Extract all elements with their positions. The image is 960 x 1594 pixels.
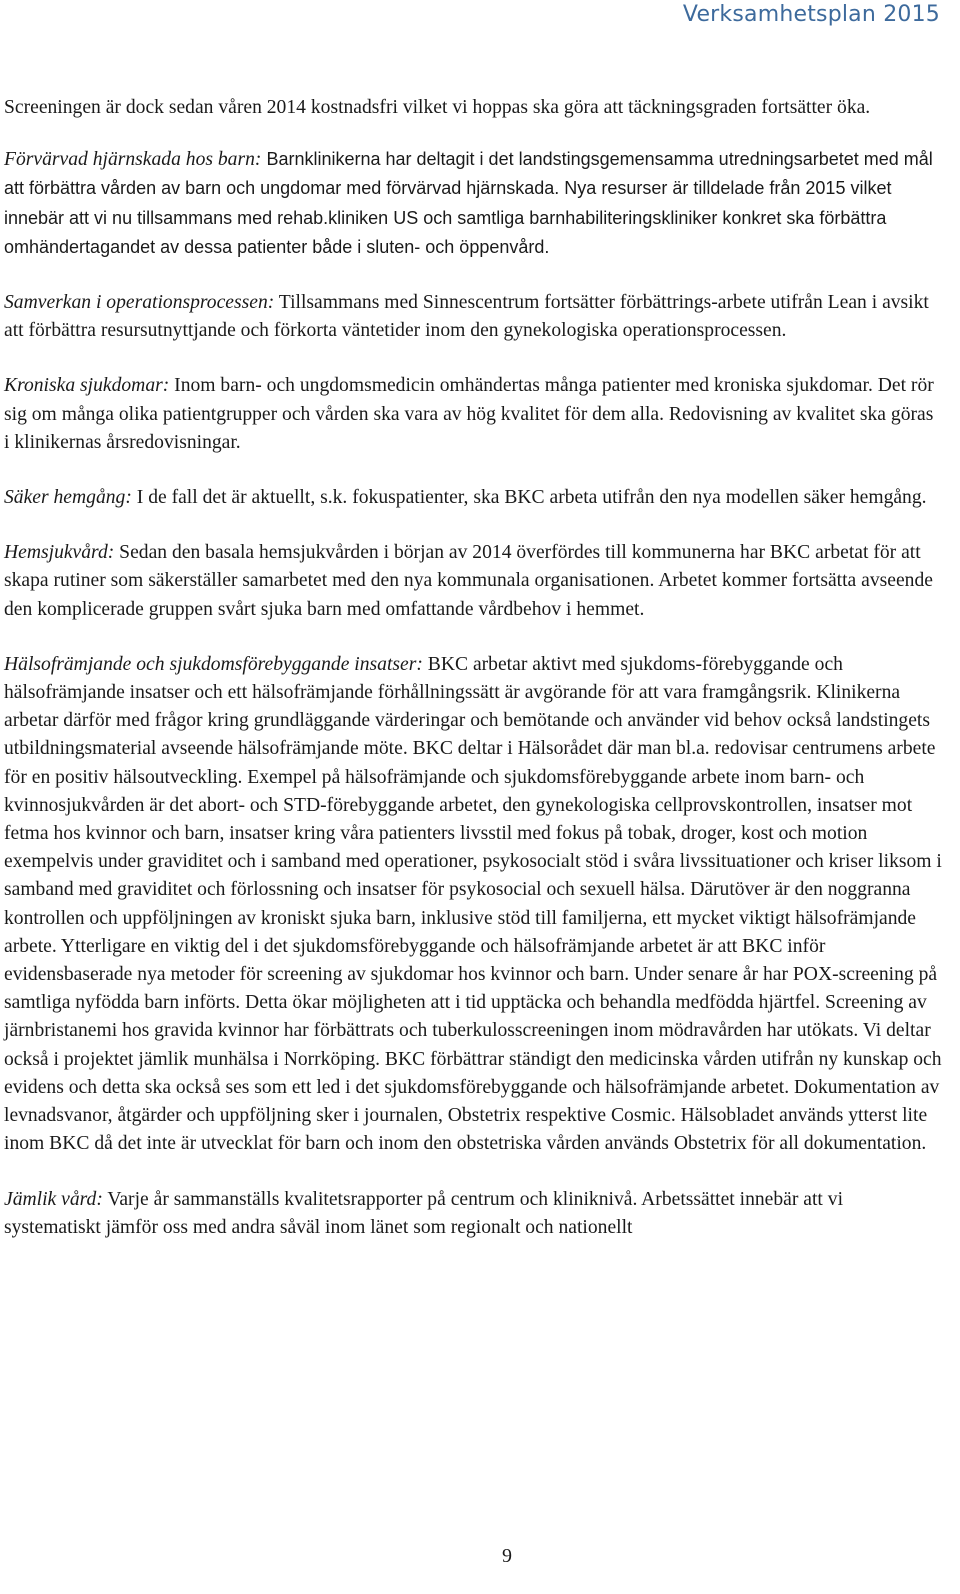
paragraph-lead: Hemsjukvård: — [4, 542, 115, 564]
paragraph-text: Inom barn- och ungdomsmedicin omhändertas många patienter med kroniska sjukdomar. Det rör sig om många olika patientgrupper och vården ska vara av hög kvalitet för dem alla. Redovisning av kvalitet ska göras i klinikernas årsredovisningar. — [4, 375, 934, 453]
paragraph-text: Sedan den basala hemsjukvården i början av 2014 överfördes till kommunerna har BKC arbetat för att skapa rutiner som säkerställer samarbetet med den nya kommunala organisationen. Arbetet kommer fortsätta avseende den komplicerade gruppen svårt sjuka barn med omfattande vårdbehov i hemmet. — [4, 542, 933, 620]
paragraph-text: Tillsammans med Sinnescentrum fortsätter förbättrings-arbete utifrån Lean i avsikt att förbättra resursutnyttjande och förkorta väntetider inom den gynekologiska operationsprocessen. — [4, 292, 929, 342]
paragraph-samverkan — [4, 289, 942, 345]
paragraph-text: Varje år sammanställs kvalitetsrapporter på centrum och kliniknivå. Arbetssättet innebär att vi systematiskt jämför oss med andra såväl inom länet som regionalt och nationellt — [4, 1188, 844, 1238]
paragraph-lead: Kroniska sjukdomar: — [4, 375, 170, 397]
document-body — [4, 94, 942, 1269]
paragraph-halsoframjande — [4, 651, 942, 1159]
page-header-title: Verksamhetsplan 2015 — [682, 2, 940, 27]
paragraph-jamlik-vard — [4, 1186, 942, 1242]
paragraph-lead: Jämlik vård: — [4, 1188, 103, 1210]
paragraph-screening: Screeningen är dock sedan våren 2014 kostnadsfri vilket vi hoppas ska göra att täckningsgraden fortsätter öka. — [4, 97, 871, 118]
paragraph-hemsjukvard — [4, 539, 942, 624]
paragraph-saker-hemgang — [4, 484, 942, 512]
paragraph-text: Barnklinikerna har deltagit i det landstingsgemensamma utredningsarbetet med mål att förbättra vården av barn och ungdomar med förvärvad hjärnskada. Nya resurser är tilldelade från 2015 vilket innebär att vi nu tillsammans med rehab.kliniken US och samtliga barnhabiliteringskliniker konkret ska förbättra omhändertagandet av dessa patienter både i sluten- och öppenvård. — [4, 149, 933, 257]
page-number: 9 — [502, 1545, 512, 1567]
paragraph-lead: Förvärvad hjärnskada hos barn: — [4, 149, 262, 171]
paragraph-text: BKC arbetar aktivt med sjukdoms-förebyggande och hälsofrämjande insatser och ett hälsofrämjande förhållningssätt är avgörande för att vara framgångsrik. Klinikerna arbetar därför med frågor kring grundläggande värderingar och bemötande och använder vid behov också landstingets utbildningsmaterial avseende hälsofrämjande möte. BKC deltar i Hälsorådet där man bl.a. redovisar centrumens arbete för en positiv hälsoutveckling. Exempel på hälsofrämjande och sjukdomsförebyggande arbete inom barn- och kvinnosjukvården är det abort- och STD-förebyggande arbetet, den gynekologiska cellprovskontrollen, insatser mot fetma hos kvinnor och barn, insatser kring våra patienters livsstil med fokus på tobak, droger, kost och motion exempelvis under graviditet och i samband med operationer, psykosocialt stöd i svåra livssituationer och kriser liksom i samband med graviditet och förlossning och insatser för psykosocial och sexuell hälsa. Därutöver är den noggranna kontrollen och uppföljningen av kroniskt sjuka barn, inklusive stöd till familjerna, ett mycket viktigt hälsofrämjande arbete. Ytterligare en viktig del i det sjukdomsförebyggande och hälsofrämjande arbetet är att BKC inför evidensbaserade nya metoder för screening av sjukdomar hos kvinnor och barn. Under senare år har POX-screening på samtliga nyfödda barn införts. Detta ökar möjligheten att i tid upptäcka och behandla medfödda hjärtfel. Screening av järnbristanemi hos gravida kvinnor har förbättrats och tuberkulosscreeningen inom mödravården har utökats. Vi deltar också i projektet jämlik munhälsa i Norrköping. BKC förbättrar ständigt den medicinska vården utifrån ny kunskap och evidens och detta ska också ses som ett led i det sjukdomsförebyggande och hälsofrämjande arbetet. Dokumentation av levnadsvanor, åtgärder och uppföljning sker i journalen, Obstetrix respektive Cosmic. Hälsobladet används ytterst lite inom BKC då det inte är utvecklat för barn och inom den obstetriska vården används Obstetrix för all dokumentation. — [4, 653, 942, 1155]
paragraph-forvarvad-hjarnskada — [4, 145, 942, 262]
paragraph-text: I de fall det är aktuellt, s.k. fokuspatienter, ska BKC arbeta utifrån den nya modellen säker hemgång. — [131, 487, 927, 509]
paragraph-lead: Hälsofrämjande och sjukdomsförebyggande insatser: — [4, 653, 423, 675]
paragraph-lead: Säker hemgång: — [4, 487, 132, 509]
paragraph-lead: Samverkan i operationsprocessen: — [4, 292, 275, 314]
paragraph-kroniska-sjukdomar — [4, 372, 942, 457]
